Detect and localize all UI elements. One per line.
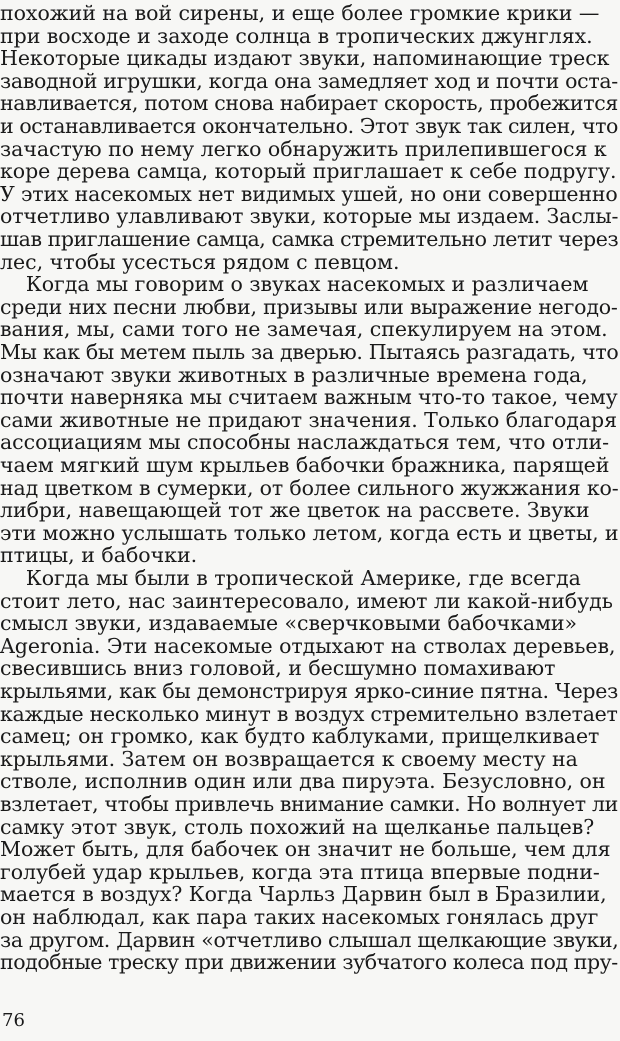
text-line: стоит лето, нас заинтересовало, имеют ли какой-нибудь <box>0 588 613 613</box>
text-line: самку этот звук, столь похожий на щелканье пальцев? <box>0 814 595 839</box>
text-line: заводной игрушки, когда она замедляет ход и почти оста- <box>0 68 618 93</box>
text-line: зачастую по нему легко обнаружить прилепившегося к <box>0 136 607 161</box>
text-line: У этих насекомых нет видимых ушей, но они совершенно <box>0 181 618 206</box>
text-line: Когда мы говорим о звуках насекомых и различаем <box>0 272 589 297</box>
text-line: ассоциациям мы способны наслаждаться тем, что отли- <box>0 430 610 455</box>
text-line: птицы, и бабочки. <box>0 543 198 568</box>
text-line: означают звуки животных в различные времена года, <box>0 362 588 387</box>
text-line: и останавливается окончательно. Этот звук так силен, что <box>0 114 618 138</box>
text-line: крыльями. Затем он возвращается к своему месту на <box>0 746 578 771</box>
text-line: самец; он громко, как будто каблуками, прищелкивает <box>0 724 600 749</box>
text-line: при восходе и заходе солнца в тропических джунглях. <box>0 23 593 48</box>
text-line: крыльями, как бы демонстрируя ярко-синие пятна. Через <box>0 679 619 703</box>
text-line: Когда мы были в тропической Америке, где всегда <box>0 566 581 590</box>
text-line: за другом. Дарвин «отчетливо слышал щелкающие звуки, <box>0 927 619 952</box>
text-line: свесившись вниз головой, и бесшумно помахивают <box>0 656 556 681</box>
text-line: голубей удар крыльев, когда эта птица впервые подни- <box>0 859 600 884</box>
text-line: подобные треску при движении зубчатого колеса под пру- <box>0 950 618 975</box>
text-line: навливается, потом снова набирает скорость, пробежится <box>0 91 618 116</box>
text-line: каждые несколько минут в воздух стремительно взлетает <box>0 701 618 726</box>
text-line: сами животные не придают значения. Только благодаря <box>0 407 617 432</box>
text-line: похожий на вой сирены, и еще более громкие крики — <box>0 1 600 25</box>
text-line: Некоторые цикады издают звуки, напоминающие треск <box>0 46 610 71</box>
text-line: почти наверняка мы считаем важным что-то такое, чему <box>0 385 618 410</box>
text-line: шав приглашение самца, самка стремительно летит через <box>0 227 619 251</box>
text-line: Может быть, для бабочек он значит не больше, чем для <box>0 837 611 862</box>
text-line: вания, мы, сами того не замечая, спекулируем на этом. <box>0 317 608 342</box>
text-line: среди них песни любви, призывы или выражение негодо- <box>0 294 618 319</box>
text-line: смысл звуки, издаваемые «сверчковыми бабочками» <box>0 611 578 636</box>
text-line: Ageronia. Эти насекомые отдыхают на стволах деревьев, <box>0 633 616 658</box>
text-line: стволе, исполнив один или два пируэта. Безусловно, он <box>0 769 606 794</box>
text-line: коре дерева самца, который приглашает к себе подругу. <box>0 159 617 184</box>
text-line: либри, навещающей тот же цветок на рассвете. Звуки <box>0 498 590 523</box>
text-line: эти можно услышать только летом, когда есть и цветы, и <box>0 520 619 545</box>
text-line: отчетливо улавливают звуки, которые мы издаем. Заслы- <box>0 204 619 229</box>
page-number: 76 <box>2 1010 25 1031</box>
text-line: над цветком в сумерки, от более сильного жужжания ко- <box>0 475 619 500</box>
text-line: мается в воздух? Когда Чарльз Дарвин был в Бразилии, <box>0 882 607 907</box>
text-line: взлетает, чтобы привлечь внимание самки. Но волнует ли <box>0 792 618 816</box>
text-line: он наблюдал, как пара таких насекомых гонялась друг <box>0 905 599 929</box>
text-line: чаем мягкий шум крыльев бабочки бражника, парящей <box>0 453 610 477</box>
text-line: Мы как бы метем пыль за дверью. Пытаясь разгадать, что <box>0 340 619 364</box>
text-line: лес, чтобы усесться рядом с певцом. <box>0 249 400 274</box>
